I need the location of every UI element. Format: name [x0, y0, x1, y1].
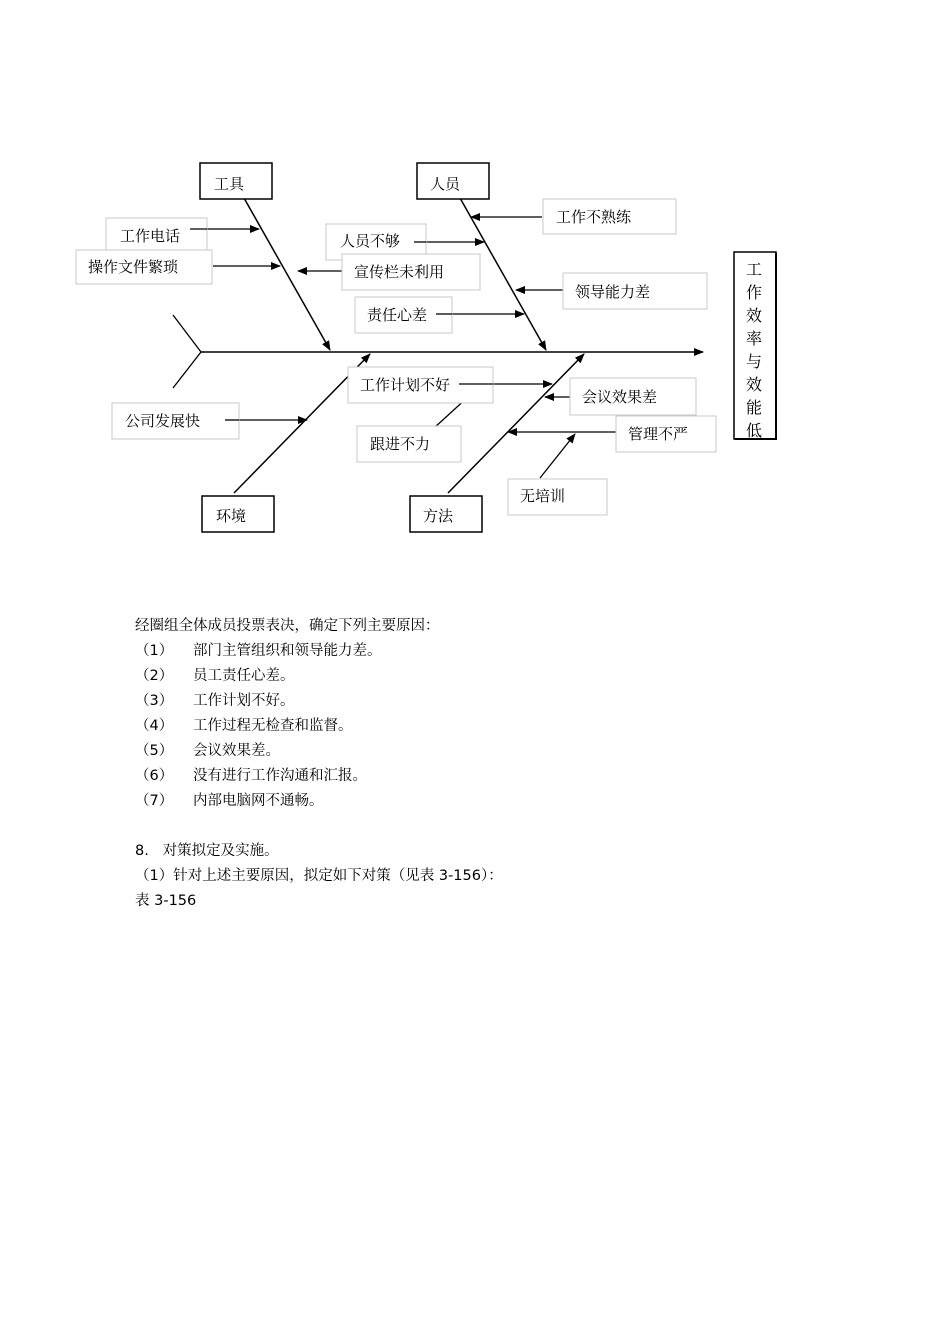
- section-text: （1）针对上述主要原因，拟定如下对策（见表 3-156）：: [135, 868, 503, 884]
- intro-text: 经圈组全体成员投票表决，确定下列主要原因：: [135, 618, 440, 634]
- cause-bulletin-unused: [342, 254, 480, 290]
- main-cause-item: [135, 789, 835, 814]
- cause-responsibility-poor: [355, 297, 452, 333]
- main-cause-number: （7）: [135, 793, 174, 809]
- fish-tail-lower: [173, 352, 201, 388]
- effect-box: [734, 252, 777, 440]
- cause-no-training: [508, 479, 607, 515]
- category-method-label: 方法: [423, 507, 454, 525]
- cause-doc-complex: [76, 250, 212, 284]
- main-causes-list: [135, 639, 835, 814]
- main-cause-number: （6）: [135, 768, 174, 784]
- section-heading: 8. 对策拟定及实施。: [135, 843, 279, 859]
- main-cause-text: 工作过程无检查和监督。: [193, 718, 353, 734]
- cause-work-phone-label: 工作电话: [120, 227, 181, 245]
- main-cause-number: （1）: [135, 643, 174, 659]
- cause-no-training-label: 无培训: [520, 487, 566, 505]
- category-environment-label: 环境: [216, 507, 247, 525]
- cause-unskilled-label: 工作不熟练: [556, 208, 632, 226]
- main-cause-number: （4）: [135, 718, 174, 734]
- cause-unskilled: [543, 199, 676, 234]
- main-cause-item: [135, 664, 835, 689]
- arrow-no-training: [540, 434, 575, 478]
- cause-company-growth: [112, 403, 239, 439]
- category-tools: [200, 163, 272, 199]
- main-cause-text: 工作计划不好。: [193, 693, 295, 709]
- main-cause-text: 会议效果差。: [193, 743, 280, 759]
- cause-staff-short-label: 人员不够: [340, 232, 401, 250]
- main-cause-item: [135, 714, 835, 739]
- document-body: [135, 614, 835, 914]
- cause-meeting-poor-label: 会议效果差: [582, 388, 658, 406]
- main-cause-number: （5）: [135, 743, 174, 759]
- main-cause-text: 内部电脑网不通畅。: [193, 793, 324, 809]
- category-people: [417, 163, 489, 199]
- main-cause-text: 部门主管组织和领导能力差。: [193, 643, 382, 659]
- cause-company-growth-label: 公司发展快: [125, 412, 201, 430]
- main-cause-text: 员工责任心差。: [193, 668, 295, 684]
- cause-work-phone: [106, 218, 207, 254]
- cause-responsibility-poor-label: 责任心差: [367, 306, 428, 324]
- bone-tools: [244, 198, 330, 350]
- cause-bulletin-unused-label: 宣传栏未利用: [354, 263, 445, 281]
- cause-management-loose-label: 管理不严: [628, 425, 689, 443]
- fish-tail-upper: [173, 315, 201, 352]
- main-cause-number: （2）: [135, 668, 174, 684]
- category-tools-label: 工具: [214, 175, 245, 193]
- main-cause-text: 没有进行工作沟通和汇报。: [193, 768, 367, 784]
- main-cause-item: [135, 639, 835, 664]
- cause-plan-poor-label: 工作计划不好: [360, 376, 451, 394]
- cause-leadership-poor: [563, 273, 707, 309]
- cause-followup-weak-label: 跟进不力: [370, 435, 431, 453]
- cause-plan-poor: [348, 367, 493, 403]
- main-cause-item: [135, 764, 835, 789]
- cause-leadership-poor-label: 领导能力差: [575, 283, 651, 301]
- category-environment: [202, 496, 274, 532]
- main-cause-item: [135, 739, 835, 764]
- cause-doc-complex-label: 操作文件繁琐: [88, 258, 179, 276]
- cause-followup-weak: [357, 426, 461, 462]
- category-method: [410, 496, 482, 532]
- category-people-label: 人员: [430, 175, 461, 193]
- main-cause-number: （3）: [135, 693, 174, 709]
- effect-label: 工作效率与效能低: [745, 260, 763, 440]
- main-cause-item: [135, 689, 835, 714]
- fishbone-diagram: [0, 0, 950, 600]
- table-caption: 表 3-156: [135, 893, 197, 909]
- cause-meeting-poor: [570, 378, 696, 415]
- cause-management-loose: [616, 416, 716, 452]
